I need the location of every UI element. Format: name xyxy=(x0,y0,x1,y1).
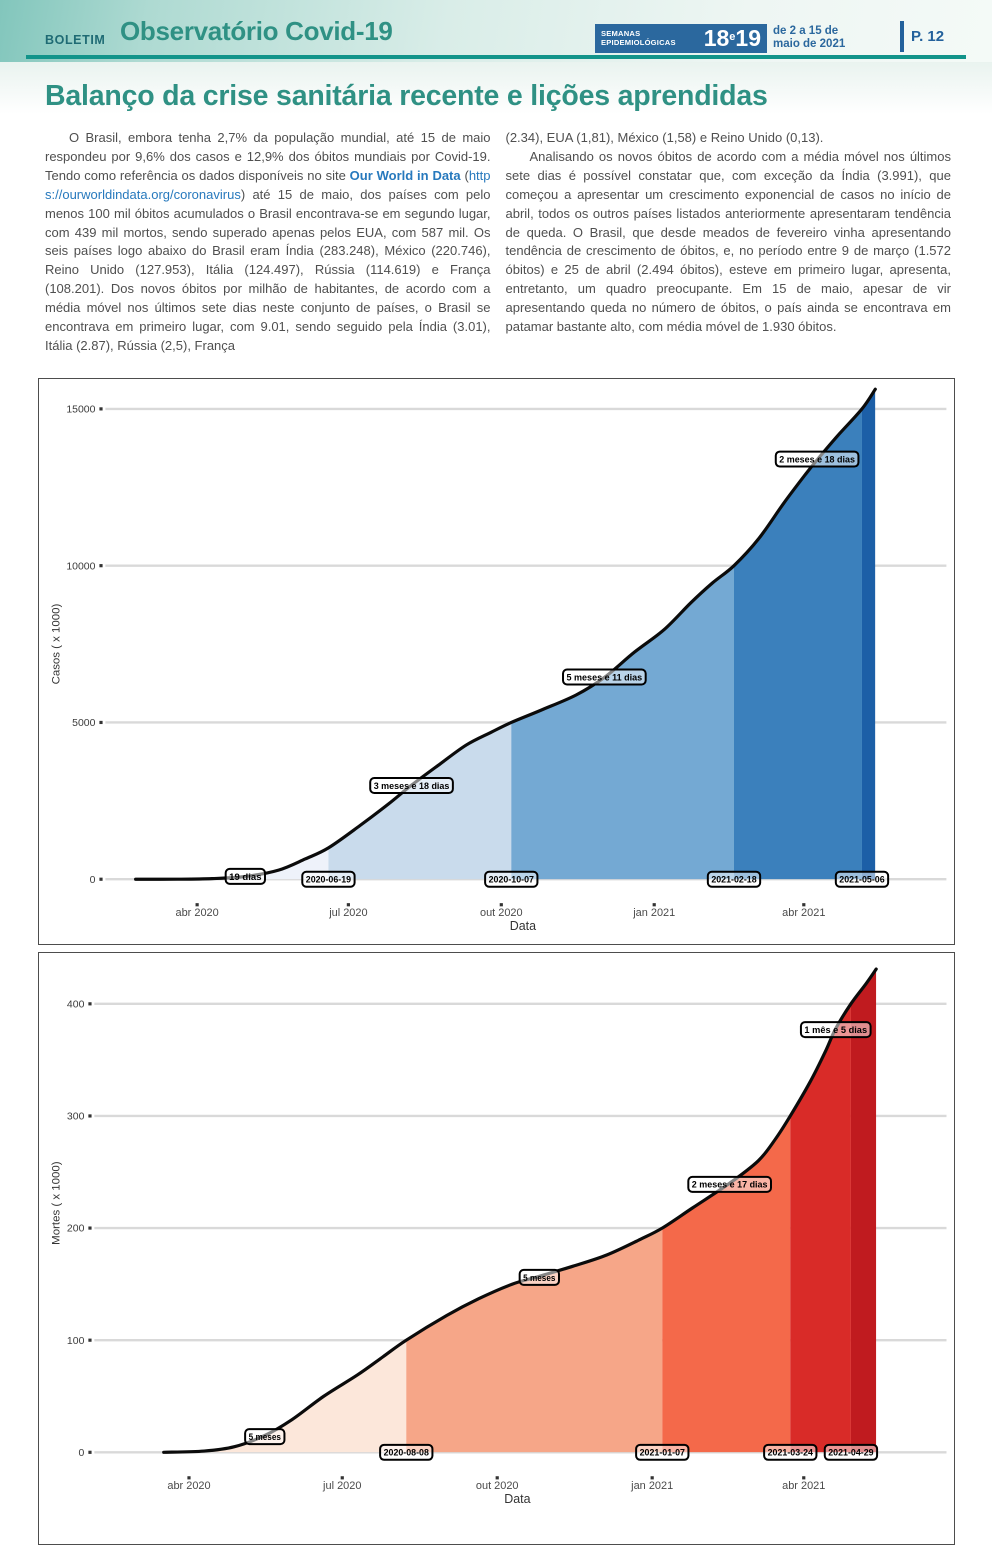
epi-weeks-box xyxy=(595,24,767,53)
duration-label: 5 meses xyxy=(523,1272,556,1284)
y-tick-mark xyxy=(99,564,102,567)
milestone-date-label: 2021-03-24 xyxy=(767,1447,814,1459)
y-tick-mark xyxy=(88,1226,91,1229)
paragraph: O Brasil, embora tenha 2,7% da população mundial, até 15 de maio respondeu por 9,6% dos casos e 12,9% dos óbitos mundiais por Covid-19. Tendo como referência os dados disponíveis no site Our World in Data (https://ourworldindata.org/coronavirus) até 15 de maio, dos países com pelo menos 100 mil óbitos acumulados o Brasil encontrava-se em segundo lugar, com 439 mil mortos, sendo superado apenas pelos EUA, com 587 mil. Os seis países logo abaixo do Brasil eram Índia (283.248), México (220.746), Reino Unido (127.953), Itália (124.497), Rússia (114.619) e França (108.201). Dos novos óbitos por milhão de habitantes, de acordo com a média móvel nos últimos sete dias neste conjunto de países, o Brasil se encontrava em primeiro lugar, com 9.01, sendo seguido pela Índia (3.01), Itália (2.87), Rússia (2,5), França xyxy=(45,130,491,353)
owid-link[interactable]: https://ourworldindata.org/coronavirus xyxy=(45,167,491,202)
x-tick-mark xyxy=(802,1476,805,1479)
paragraph-text: até 15 de maio, dos países com pelo menos 100 mil óbitos acumulados o Brasil encontrava-se em segundo lugar, com 439 mil mortos, sendo superado apenas pelos EUA, com 587 mil. Os seis países logo abaixo do Brasil eram Índia (283.248), México (220.746), Reino Unido (127.953), Itália (124.497), Rússia (114.619) e França (108.201). Dos novos óbitos por milhão de habitantes, de acordo com a média móvel nos últimos sete dias neste conjunto de países, o Brasil se encontrava em primeiro lugar, com 9.01, sendo seguido pela Índia (3.01), Itália (2.87), Rússia (2,5), França xyxy=(45,186,491,353)
x-tick-label: abr 2020 xyxy=(175,907,219,920)
x-tick-mark xyxy=(496,1476,499,1479)
x-tick-mark xyxy=(653,903,656,906)
y-tick-mark xyxy=(99,878,102,881)
y-tick-label: 100 xyxy=(66,1335,85,1347)
page-number: P. 12 xyxy=(911,28,945,45)
x-tick-label: abr 2021 xyxy=(782,1480,826,1493)
y-tick-label: 5000 xyxy=(72,718,96,730)
x-tick-mark xyxy=(651,1476,654,1479)
epi-weeks-numbers: 18e19 xyxy=(703,25,761,51)
article-column-2 xyxy=(506,129,952,356)
article-column-1 xyxy=(45,129,491,356)
duration-label: 5 meses e 11 dias xyxy=(566,672,643,684)
x-tick-mark xyxy=(500,903,503,906)
paragraph: (2.34), EUA (1,81), México (1,58) e Reino Unido (0,13). xyxy=(505,130,824,145)
milestone-date-label: 2021-02-18 xyxy=(711,874,757,886)
y-tick-mark xyxy=(99,721,102,724)
x-tick-label: out 2020 xyxy=(479,907,523,920)
milestone-date-label: 2020-06-19 xyxy=(305,874,352,886)
y-axis-title: Mortes ( x 1000) xyxy=(50,1161,63,1245)
x-tick-label: jan 2021 xyxy=(631,1480,674,1493)
duration-label: 19 dias xyxy=(229,871,262,883)
x-axis-title: Data xyxy=(504,1492,531,1507)
milestone-date-label: 2020-08-08 xyxy=(383,1447,429,1459)
milestone-date-label: 2021-01-07 xyxy=(639,1447,685,1459)
y-tick-label: 0 xyxy=(89,874,96,886)
date-range: de 2 a 15 de maio de 2021 xyxy=(773,25,846,50)
y-tick-label: 300 xyxy=(66,1111,85,1123)
y-tick-mark xyxy=(99,407,102,410)
y-tick-mark xyxy=(88,1339,91,1342)
x-axis-title: Data xyxy=(509,919,537,934)
owid-source-label: Our World in Data xyxy=(349,167,461,183)
paragraph: Analisando os novos óbitos de acordo com a média móvel nos últimos sete dias é possível constatar que, com exceção da Índia (3.991), que começou a apresentar um crescimento exponencial de casos no início de abril, todos os outros países listados anteriormente apresentaram tendência de queda. O Brasil, que desde meados de fevereiro vinha apresentando tendência de crescimento de óbitos, e, no período entre 9 de março (1.572 óbitos) e 25 de abril (2.494 óbitos), esteve em primeiro lugar, apresenta, entretanto, um quadro preocupante. Em 15 de maio, apesar de vir apresentando queda no número de óbitos, o país ainda se encontrava em patamar bastante alto, com média móvel de 1.930 óbitos. xyxy=(505,148,951,335)
milestone-date-label: 2020-10-07 xyxy=(488,874,534,886)
page-number-divider xyxy=(900,21,904,52)
deaths-chart-panel xyxy=(38,952,955,1545)
header-rule xyxy=(26,55,966,59)
duration-label: 2 meses e 18 dias xyxy=(779,454,855,466)
x-tick-label: out 2020 xyxy=(475,1480,519,1493)
duration-label: 5 meses xyxy=(248,1432,281,1444)
cases-chart-panel xyxy=(38,378,955,945)
header xyxy=(0,0,992,62)
y-axis-title: Casos ( x 1000) xyxy=(50,603,63,685)
x-tick-mark xyxy=(341,1476,344,1479)
x-tick-label: jul 2020 xyxy=(329,907,368,920)
paragraph-text: O Brasil, embora tenha 2,7% da população mundial, até 15 de maio respondeu por 9,6% dos casos e 12,9% dos óbitos mundiais por Covid-19. Tendo como referência os dados disponíveis no site xyxy=(45,130,491,183)
y-tick-label: 10000 xyxy=(66,561,96,573)
cases-chart xyxy=(39,379,954,944)
x-tick-label: abr 2021 xyxy=(782,907,826,920)
y-tick-mark xyxy=(88,1451,91,1454)
milestone-date-label: 2021-04-29 xyxy=(828,1447,874,1459)
x-tick-mark xyxy=(187,1476,190,1479)
x-tick-label: jul 2020 xyxy=(323,1480,362,1493)
page-title: Balanço da crise sanitária recente e lições aprendidas xyxy=(45,80,768,112)
y-tick-label: 15000 xyxy=(66,404,96,416)
bulletin-kicker: BOLETIM xyxy=(45,33,106,47)
duration-label: 3 meses e 18 dias xyxy=(373,780,450,792)
y-tick-label: 0 xyxy=(78,1447,85,1459)
y-tick-mark xyxy=(88,1002,91,1005)
bulletin-brand: Observatório Covid-19 xyxy=(120,16,393,46)
x-tick-mark xyxy=(802,903,805,906)
duration-label: 1 mês e 5 dias xyxy=(804,1025,868,1037)
deaths-chart xyxy=(39,953,954,1544)
x-tick-label: abr 2020 xyxy=(167,1480,211,1493)
milestone-date-label: 2021-05-06 xyxy=(839,874,885,886)
y-tick-mark xyxy=(88,1114,91,1117)
x-tick-label: jan 2021 xyxy=(633,907,676,920)
y-tick-label: 400 xyxy=(66,999,85,1011)
x-tick-mark xyxy=(347,903,350,906)
article xyxy=(45,129,951,356)
x-tick-mark xyxy=(196,903,199,906)
y-tick-label: 200 xyxy=(66,1223,85,1235)
epi-weeks-label: SEMANAS EPIDEMIOLÓGICAS xyxy=(601,29,676,47)
duration-label: 2 meses e 17 dias xyxy=(691,1179,768,1191)
